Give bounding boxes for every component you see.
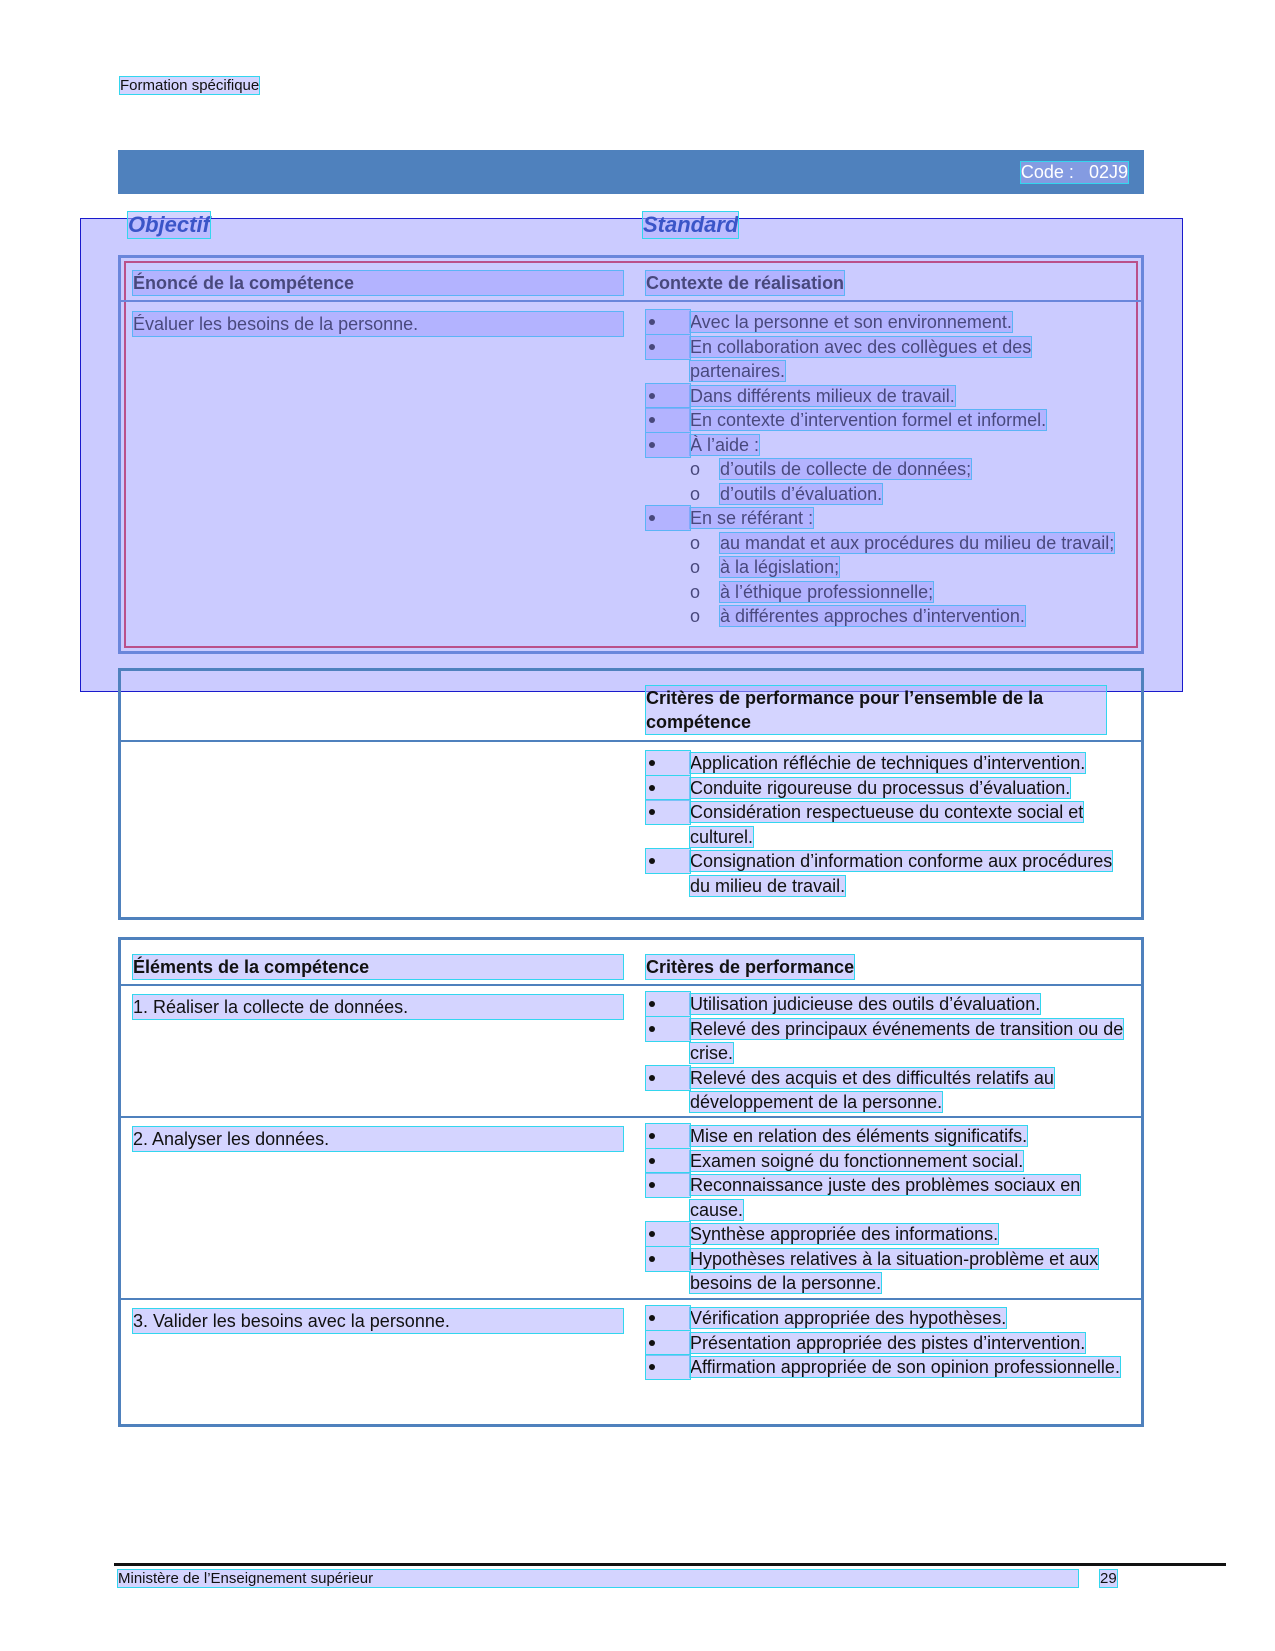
criterion-item: Relevé des principaux événements de transition ou de crise. (646, 1017, 1126, 1066)
criterion-item: Utilisation judicieuse des outils d’évaluation. (646, 992, 1126, 1017)
context-subitem: o à l’éthique professionnelle; (690, 581, 934, 602)
criteria-list-3 (646, 1306, 1126, 1380)
selection-overlay (80, 218, 1183, 692)
competence-header: Énoncé de la compétence (133, 271, 623, 295)
context-subitem: o à différentes approches d’intervention. (690, 606, 1025, 626)
context-subitem: o à la législation; (690, 557, 840, 577)
criteria-list-2 (646, 1124, 1126, 1296)
running-header: Formation spécifique (120, 77, 260, 94)
criterion-item: Affirmation appropriée de son opinion professionnelle. (646, 1355, 1126, 1380)
element-row-3: 3. Valider les besoins avec la personne. (133, 1309, 623, 1333)
global-criteria-table (118, 668, 1144, 920)
footer-ministry: Ministère de l’Enseignement supérieur (118, 1570, 1078, 1587)
context-subitem: o d’outils de collecte de données; (690, 459, 972, 479)
competence-statement: Évaluer les besoins de la personne. (133, 312, 623, 336)
context-item: Dans différents milieux de travail. (646, 384, 1116, 409)
criterion-item: Consignation d’information conforme aux procédures du milieu de travail. (646, 849, 1126, 898)
element-row-1: 1. Réaliser la collecte de données. (133, 995, 623, 1019)
context-item: En collaboration avec des collègues et des partenaires. (646, 335, 1116, 384)
criterion-item: Application réfléchie de techniques d’intervention. (646, 751, 1126, 776)
global-criteria-header: Critères de performance pour l’ensemble de la compétence (646, 686, 1106, 734)
element-row-2: 2. Analyser les données. (133, 1127, 623, 1151)
context-item: À l’aide : o d’outils de collecte de données; o d’outils d’évaluation. (646, 433, 1116, 507)
criterion-item: Considération respectueuse du contexte social et culturel. (646, 800, 1126, 849)
row-divider (121, 1298, 1141, 1300)
elements-table (118, 937, 1144, 1427)
criterion-item: Relevé des acquis et des difficultés relatifs au développement de la personne. (646, 1066, 1126, 1115)
criterion-item: Présentation appropriée des pistes d’intervention. (646, 1331, 1126, 1356)
global-criteria-list (646, 751, 1126, 898)
page-number: 29 (1100, 1570, 1117, 1587)
context-header: Contexte de réalisation (646, 273, 845, 293)
header-divider (121, 984, 1141, 986)
criterion-item: Conduite rigoureuse du processus d’évaluation. (646, 776, 1126, 801)
criteria-list-1 (646, 992, 1126, 1115)
context-item: Avec la personne et son environnement. (646, 310, 1116, 335)
criteria-header: Critères de performance (646, 957, 855, 977)
footer-rule (114, 1563, 1226, 1566)
code-value: 02J9 (1088, 162, 1128, 182)
code-label (1021, 162, 1128, 183)
criterion-item: Examen soigné du fonctionnement social. (646, 1149, 1126, 1174)
context-subitem: o d’outils d’évaluation. (690, 483, 883, 504)
objectif-label: Objectif (128, 212, 210, 237)
code-prefix: Code : (1020, 162, 1074, 182)
elements-header: Éléments de la compétence (133, 955, 623, 979)
criterion-item: Synthèse appropriée des informations. (646, 1222, 1126, 1247)
context-item: En se référant : o au mandat et aux procédures du milieu de travail; o à la législation; o à l’éthique professionnelle; o à différentes approches d’intervention. (646, 506, 1116, 629)
context-subitem: o au mandat et aux procédures du milieu de travail; (690, 532, 1115, 553)
code-bar (118, 150, 1144, 194)
criterion-item: Vérification appropriée des hypothèses. (646, 1306, 1126, 1331)
header-divider (121, 740, 1141, 742)
criterion-item: Reconnaissance juste des problèmes sociaux en cause. (646, 1173, 1126, 1222)
criterion-item: Hypothèses relatives à la situation-problème et aux besoins de la personne. (646, 1247, 1126, 1296)
context-item: En contexte d’intervention formel et informel. (646, 408, 1116, 433)
criterion-item: Mise en relation des éléments significatifs. (646, 1124, 1126, 1149)
row-divider (121, 1116, 1141, 1118)
standard-label: Standard (643, 212, 739, 237)
